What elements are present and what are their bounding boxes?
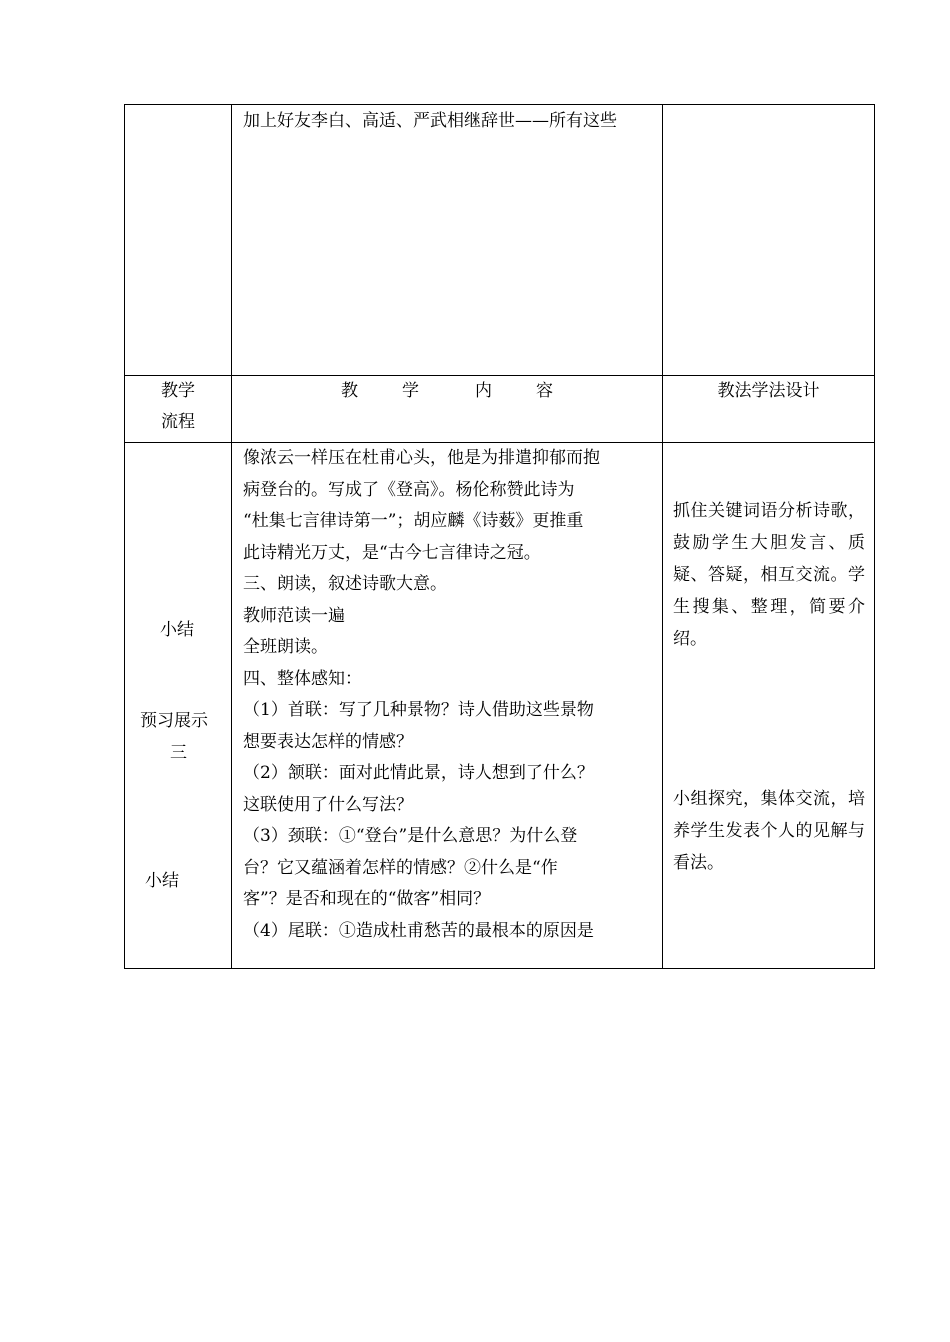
content-cell-top (232, 105, 663, 376)
table-header-row (125, 376, 875, 443)
content-line: 想要表达怎样的情感？ (243, 731, 413, 752)
header-content-char: 内 (475, 381, 492, 401)
method-paragraph: 抓住关键词语分析诗歌，鼓励学生大胆发言、质疑、答疑，相互交流。学生搜集、整理，简要介绍。 (673, 501, 865, 649)
header-content (232, 376, 663, 443)
flow-label-summary: 小结 (160, 620, 194, 640)
content-line: 像浓云一样压在杜甫心头，他是为排遣抑郁而抱 (243, 448, 600, 468)
content-line: 四、整体感知： (243, 668, 362, 689)
table-row (125, 443, 875, 969)
content-line: 此诗精光万丈，是“古今七言律诗之冠。 (243, 542, 541, 563)
method-cell-body (663, 443, 875, 969)
content-text: 加上好友李白、高适、严武相继辞世——所有这些 (243, 111, 617, 131)
content-line: （3）颈联：①“登台”是什么意思？为什么登 (243, 826, 578, 846)
flow-label-three: 三 (170, 743, 187, 763)
content-line: （2）颔联：面对此情此景，诗人想到了什么？ (243, 763, 594, 783)
content-line: 三、朗读，叙述诗歌大意。 (243, 574, 447, 594)
flow-cell-body (125, 443, 232, 969)
content-line: “杜集七言律诗第一”；胡应麟《诗薮》更推重 (243, 511, 584, 531)
flow-label-summary-2: 小结 (145, 871, 179, 891)
content-line: 教师范读一遍 (243, 605, 345, 626)
content-line: （4）尾联：①造成杜甫愁苦的最根本的原因是 (243, 920, 594, 941)
flow-cell-top (125, 105, 232, 376)
header-method (663, 376, 875, 443)
content-line: 台？它又蕴涵着怎样的情感？②什么是“作 (243, 857, 558, 878)
content-line: 客”？是否和现在的“做客”相同？ (243, 889, 491, 909)
header-method-label: 教法学法设计 (717, 381, 820, 401)
content-line: （1）首联：写了几种景物？诗人借助这些景物 (243, 700, 594, 720)
content-line: 全班朗读。 (243, 637, 328, 657)
table-row (125, 105, 875, 376)
flow-label-preview: 预习展示 (140, 711, 208, 731)
header-flow (125, 376, 232, 443)
header-content-char: 学 (402, 381, 419, 401)
content-line: 这联使用了什么写法？ (243, 794, 413, 815)
method-paragraph: 小组探究，集体交流，培养学生发表个人的见解与看法。 (673, 789, 865, 873)
content-line: 病登台的。写成了《登高》。杨伦称赞此诗为 (243, 479, 575, 500)
method-cell-top (663, 105, 875, 376)
header-flow-line1: 教学 (161, 381, 195, 401)
header-content-char: 教 (341, 381, 358, 401)
header-content-char: 容 (536, 381, 553, 401)
header-flow-line2: 流程 (161, 412, 195, 432)
lesson-plan-table (124, 104, 875, 969)
content-lines (232, 443, 662, 947)
content-cell-body (232, 443, 663, 969)
